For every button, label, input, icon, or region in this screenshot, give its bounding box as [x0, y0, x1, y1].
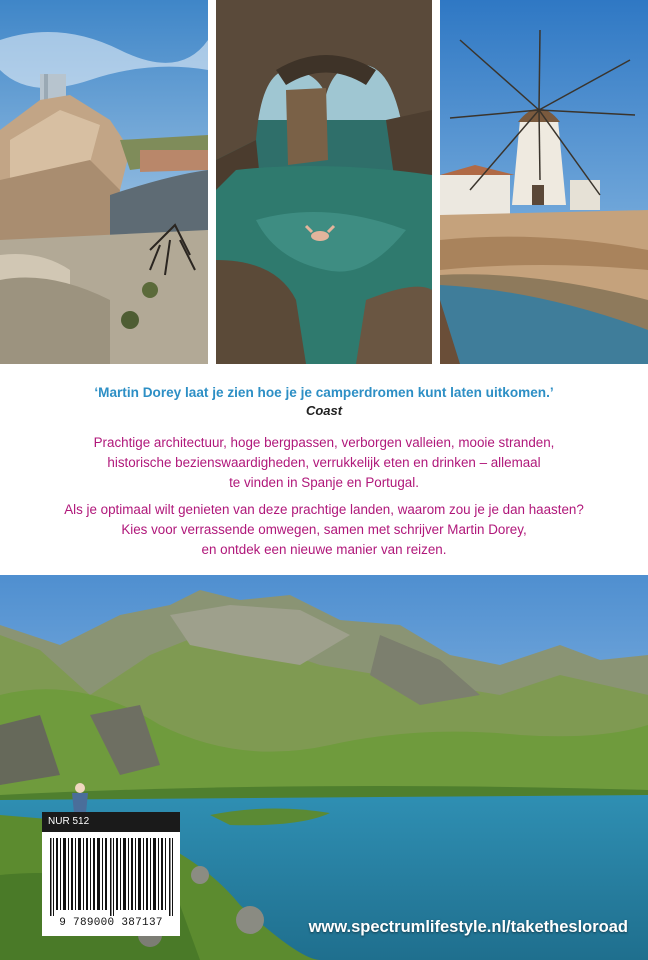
paragraph-line: historische bezienswaardigheden, verrukkelijk eten en drinken – allemaal	[107, 455, 541, 470]
paragraph-line: en ontdek een nieuwe manier van reizen.	[201, 542, 447, 557]
description-paragraph-1	[30, 433, 618, 493]
quote-source: Coast	[305, 403, 343, 418]
barcode-icon	[50, 838, 174, 916]
rock-arch-coast-photo	[216, 0, 432, 364]
quote-text: ‘Martin Dorey laat je zien hoe je je camperdromen kunt laten uitkomen.’	[94, 385, 554, 400]
review-quote	[0, 384, 648, 420]
description-paragraph-2	[30, 500, 618, 560]
paragraph-line: te vinden in Spanje en Portugal.	[229, 475, 419, 490]
guggenheim-bilbao-photo	[0, 0, 208, 364]
nur-code: NUR 512	[42, 812, 180, 832]
windmill-photo	[440, 0, 648, 364]
website-link[interactable]: www.spectrumlifestyle.nl/takethesloroad	[308, 918, 628, 936]
paragraph-line: Als je optimaal wilt genieten van deze prachtige landen, waarom zou je je dan haasten?	[64, 502, 584, 517]
paragraph-line: Kies voor verrassende omwegen, samen met schrijver Martin Dorey,	[121, 522, 527, 537]
isbn-number: 9 789000 387137	[59, 917, 163, 929]
paragraph-line: Prachtige architectuur, hoge bergpassen, verborgen valleien, mooie stranden,	[93, 435, 555, 450]
